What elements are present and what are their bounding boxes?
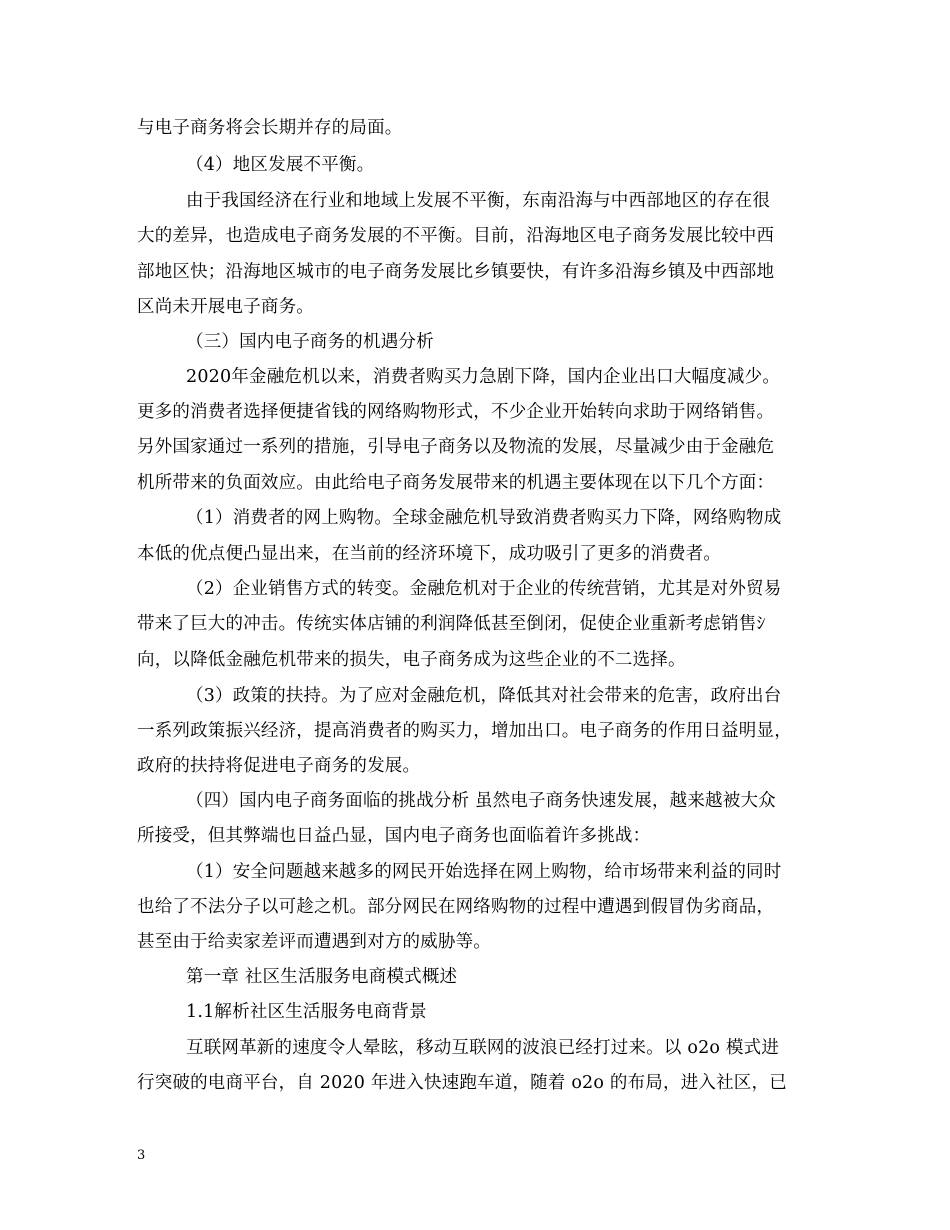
text-line: 互联网革新的速度令人晕眩，移动互联网的波浪已经打过来。以 o2o 模式进 bbox=[186, 1038, 780, 1058]
text-line: 更多的消费者选择便捷省钱的网络购物形式，不少企业开始转向求助于网络销售。 bbox=[137, 402, 775, 422]
text-line: 带来了巨大的冲击。传统实体店铺的利润降低甚至倒闭，促使企业重新考虑销售ｼ bbox=[137, 614, 766, 634]
text-line: 另外国家通过一系列的措施，引导电子商务以及物流的发展，尽量减少由于金融危 bbox=[137, 437, 775, 457]
subsection-heading: 1.1解析社区生活服务电商背景 bbox=[186, 1002, 427, 1022]
text-line: 与电子商务将会长期并存的局面。 bbox=[137, 118, 403, 138]
text-line: 也给了不法分子以可趁之机。部分网民在网络购物的过程中遭遇到假冒伪劣商品， bbox=[137, 897, 775, 917]
list-item-heading: （4）地区发展不平衡。 bbox=[186, 155, 375, 175]
text-line: （1）安全问题越来越多的网民开始选择在网上购物，给市场带来利益的同时 bbox=[186, 862, 782, 882]
text-line: 向，以降低金融危机带来的损失，电子商务成为这些企业的不二选择。 bbox=[137, 650, 686, 670]
text-line: （1）消费者的网上购物。全球金融危机导致消费者购买力下降，网络购物成 bbox=[186, 508, 782, 528]
page-number: 3 bbox=[137, 1148, 146, 1163]
text-line: 一系列政策振兴经济，提高消费者的购买力，增加出口。电子商务的作用日益明显， bbox=[137, 721, 792, 741]
text-line: 行突破的电商平台，自 2020 年进入快速跑车道，随着 o2o 的布局，进入社区，已 bbox=[137, 1073, 787, 1093]
text-line: 大的差异，也造成电子商务发展的不平衡。目前，沿海地区电子商务发展比较中西 bbox=[137, 226, 775, 246]
text-line: 所接受，但其弊端也日益凸显，国内电子商务也面临着许多挑战： bbox=[137, 826, 651, 846]
text-line: 区尚未开展电子商务。 bbox=[137, 297, 314, 317]
text-line: 部地区快；沿海地区城市的电子商务发展比乡镇要快，有许多沿海乡镇及中西部地 bbox=[137, 262, 775, 282]
text-line: （3）政策的扶持。为了应对金融危机，降低其对社会带来的危害，政府出台 bbox=[186, 686, 782, 706]
text-line: 本低的优点便凸显出来，在当前的经济环境下，成功吸引了更多的消费者。 bbox=[137, 544, 722, 564]
text-line: 政府的扶持将促进电子商务的发展。 bbox=[137, 756, 421, 776]
text-line: 2020年金融危机以来，消费者购买力急剧下降，国内企业出口大幅度减少。 bbox=[186, 367, 781, 387]
text-line: 由于我国经济在行业和地域上发展不平衡，东南沿海与中西部地区的存在很 bbox=[186, 191, 771, 211]
text-line: （2）企业销售方式的转变。金融危机对于企业的传统营销，尤其是对外贸易 bbox=[186, 579, 782, 599]
section-heading: （四）国内电子商务面临的挑战分析 虽然电子商务快速发展，越来越被大众 bbox=[186, 791, 776, 811]
text-line: 机所带来的负面效应。由此给电子商务发展带来的机遇主要体现在以下几个方面： bbox=[137, 473, 775, 493]
text-line: 甚至由于给卖家差评而遭遇到对方的威胁等。 bbox=[137, 932, 491, 952]
section-heading: （三）国内电子商务的机遇分析 bbox=[186, 332, 434, 352]
chapter-heading: 第一章 社区生活服务电商模式概述 bbox=[186, 967, 458, 987]
